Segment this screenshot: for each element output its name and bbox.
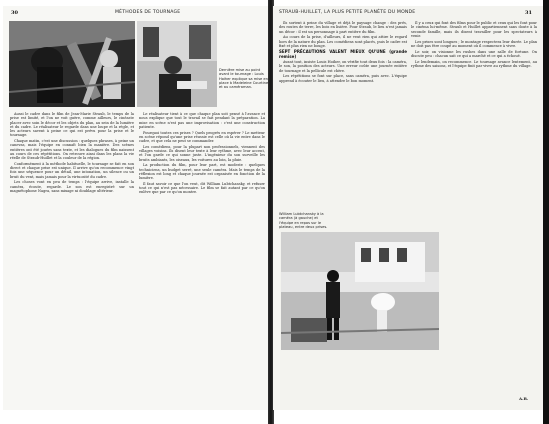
- paragraph: Ils sortent à peine du village et déjà le paysage change : des prés, des routes de terre, les bois en lisière. Pour Straub, le lieu n'est jamais un décor : il est un personnage à part entière du film.: [279, 21, 407, 34]
- paragraph: Le soir, on visionne les rushes dans une salle de fortune. On discute peu : chacun sait ce qui a marché et ce qui a échoué.: [411, 49, 537, 58]
- text-column-left-1: [10, 112, 134, 408]
- paragraph: Conformément à la méthode habituelle, le tournage se fait en son direct et chaque prise est unique. Il arrive qu'on recommence vingt fois une séquence pour un détail, une intonation, un silence ou un bruit du vent, mais jamais pour la virtuosité du cadre.: [10, 161, 134, 179]
- author-signature: A.B.: [519, 396, 529, 401]
- paragraph: Au cours de la prise, d'ailleurs, il ne veut rien qui attire le regard hors de la nature du plan. Les comédiens sont placés, puis le cadre est fixé et plus rien ne bouge.: [279, 35, 407, 48]
- photo-director-image: [137, 21, 217, 107]
- paragraph: Le lendemain, on recommence. Le tournage avance lentement, au rythme des saisons, et l'équipe finit par vivre au rythme du village.: [411, 59, 537, 68]
- paragraph: Le réalisateur tient à ce que chaque plan soit pensé à l'avance et nous explique que tout le travail se fait pendant la préparation. La mise en scène n'est pas une improvisation : c'est une construction patiente.: [139, 112, 265, 129]
- running-head-right: STRAUB-HUILLET, LA PLUS PETITE PLANÈTE DU MONDE: [279, 10, 416, 15]
- paragraph: Il faut savoir ce que l'on veut, dit William Lubtchansky, et refuser tout ce qui n'est pas nécessaire. Le film se fait autant par ce qu'on enlève que par ce qu'on montre.: [139, 181, 265, 195]
- paragraph: Pourquoi toutes ces prises ? Quels progrès en espérer ? Le metteur en scène répond qu'une prise réussie est celle où la vie entre dans le cadre, et que cela ne peut se commander.: [139, 130, 265, 143]
- running-head-left: MÉTHODES DE TOURNAGE: [115, 10, 181, 15]
- text-column-right-1: [279, 21, 407, 207]
- scan-edge: [543, 0, 549, 424]
- page-number-right: 31: [525, 10, 532, 16]
- photo-camera-crew-image: [9, 21, 135, 107]
- paragraph: Il y a ceux qui font des films pour le public et ceux qui les font pour le cinéma lui-même. Straub et Huillet appartiennent sans doute à la seconde famille, mais ils disent travailler pour les spectateurs à venir.: [411, 21, 537, 38]
- right-page: [273, 6, 543, 410]
- section-subheading: SEPT PRÉCAUTIONS VALENT MIEUX QU'UNE (grande remise): [279, 49, 407, 59]
- paragraph: Les répétitions se font sur place, sans caméra, puis avec. L'équipe apprend à écouter le lieu, à attendre le bon moment.: [279, 74, 407, 83]
- paragraph: Aussi le cadre dans le film de Jean-Marie Straub, le temps de la prise est limité, et l'on ne voit guère, comme ailleurs, le cinéaste placer avec soin le décor et les objets du plan, au sein de la lumière et du cadre. Le réalisateur le regarde dans une loupe et la règle, et les acteurs savent à peine ce qui est prévu pour la prise et le tournage.: [10, 112, 134, 138]
- paragraph: Chaque matin, c'est une discussion : quelques phrases, à peine un canevas, mais l'équipe en connaît bien la manière. Des scènes entières ont été jouées sans texte, et les dialogues du film naissent au cours de ces répétitions. On retrouve ainsi dans les plans la vie réelle de Straub-Huillet et la couleur de la région.: [10, 139, 134, 160]
- paragraph: Avant tout, insiste Louis Hoiher, on vérifie tout deux fois : la caméra, le son, la position des acteurs. Une erreur coûte une journée entière de tournage et la pellicule est chère.: [279, 60, 407, 73]
- paragraph: Les choses vont en peu de temps : l'équipe arrive, installe la caméra, écoute, regarde. Le son est enregistré sur un magnétophone Nagra, sans mixage ni doublage ultérieur.: [10, 180, 134, 193]
- left-page: [3, 6, 271, 410]
- photo-outdoor-scene-image: [281, 232, 439, 350]
- photo-caption-left: Dernière mise au point avant le tournage : Louis Hoiher explique sa mise en place à Madeleine Courtine et au caméraman.: [219, 68, 269, 90]
- photo-outdoor-scene: [281, 232, 439, 350]
- text-column-left-2: [139, 112, 265, 408]
- photo-caption-right: William Lubtchansky à la caméra (à gauche) et l'équipe en repos sur le plateau, entre deux prises.: [279, 212, 328, 229]
- paragraph: Les comédiens, pour la plupart non professionnels, viennent des villages voisins. Ils disent leur texte à leur rythme, avec leur accent, et l'on garde ce qui sonne juste. L'ingénieur du son surveille les bruits ambiants, les oiseaux, les voitures au loin, la pluie.: [139, 144, 265, 162]
- page-number-left: 30: [11, 10, 18, 16]
- photo-camera-crew: [9, 21, 135, 107]
- paragraph: Les prises sont longues ; le montage respectera leur durée. Le plan ne doit pas être coupé au moment où il commence à vivre.: [411, 39, 537, 48]
- photo-director: [137, 21, 217, 107]
- paragraph: La production du film, pour leur part, est modeste : quelques techniciens, un budget serré, une seule caméra. Mais le temps de la réflexion est long et chaque journée est organisée en fonction de la lumière.: [139, 163, 265, 180]
